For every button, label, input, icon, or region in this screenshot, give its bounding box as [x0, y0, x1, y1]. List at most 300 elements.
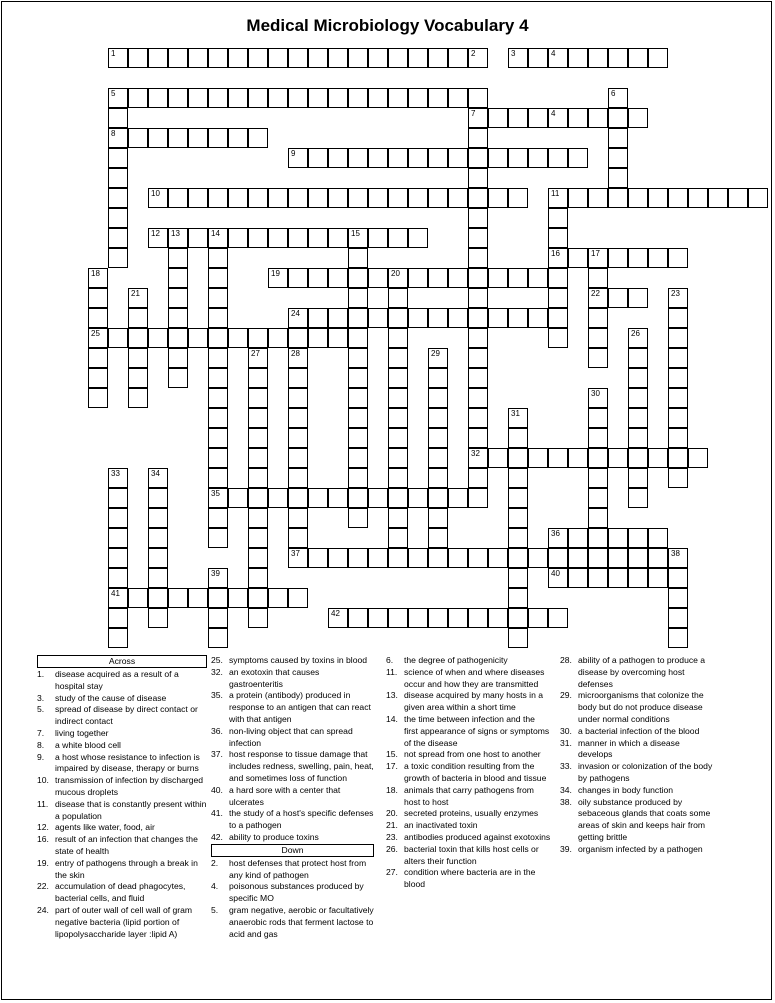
crossword-cell[interactable]: [228, 128, 248, 148]
crossword-cell[interactable]: [428, 448, 448, 468]
crossword-cell[interactable]: [568, 148, 588, 168]
crossword-cell[interactable]: [328, 268, 348, 288]
crossword-cell[interactable]: [288, 588, 308, 608]
crossword-cell[interactable]: [628, 388, 648, 408]
crossword-cell[interactable]: [528, 608, 548, 628]
crossword-cell[interactable]: [208, 308, 228, 328]
crossword-cell[interactable]: [448, 148, 468, 168]
crossword-cell[interactable]: [248, 408, 268, 428]
crossword-cell[interactable]: [208, 508, 228, 528]
crossword-cell[interactable]: [308, 308, 328, 328]
crossword-cell[interactable]: [628, 188, 648, 208]
crossword-cell[interactable]: [508, 268, 528, 288]
crossword-cell[interactable]: [108, 488, 128, 508]
crossword-cell[interactable]: [228, 228, 248, 248]
crossword-cell[interactable]: [388, 288, 408, 308]
crossword-cell[interactable]: [428, 368, 448, 388]
crossword-cell[interactable]: [548, 448, 568, 468]
crossword-cell[interactable]: [588, 348, 608, 368]
crossword-cell[interactable]: [228, 188, 248, 208]
crossword-cell[interactable]: [168, 128, 188, 148]
crossword-cell[interactable]: [688, 448, 708, 468]
crossword-cell[interactable]: [168, 328, 188, 348]
crossword-cell[interactable]: [248, 528, 268, 548]
crossword-cell[interactable]: [268, 328, 288, 348]
crossword-cell[interactable]: [228, 588, 248, 608]
crossword-cell[interactable]: [328, 48, 348, 68]
crossword-cell[interactable]: [348, 428, 368, 448]
crossword-cell[interactable]: [668, 568, 688, 588]
crossword-cell[interactable]: [488, 308, 508, 328]
crossword-cell[interactable]: [388, 408, 408, 428]
crossword-cell[interactable]: [508, 548, 528, 568]
crossword-cell[interactable]: [468, 248, 488, 268]
crossword-cell[interactable]: [448, 48, 468, 68]
crossword-cell[interactable]: [668, 308, 688, 328]
crossword-cell[interactable]: [388, 548, 408, 568]
crossword-cell[interactable]: [88, 288, 108, 308]
crossword-cell[interactable]: [668, 408, 688, 428]
crossword-cell[interactable]: [248, 548, 268, 568]
crossword-cell[interactable]: [508, 108, 528, 128]
crossword-cell[interactable]: [628, 428, 648, 448]
crossword-cell[interactable]: [248, 468, 268, 488]
crossword-cell[interactable]: [588, 328, 608, 348]
crossword-cell[interactable]: [608, 188, 628, 208]
crossword-cell[interactable]: [588, 548, 608, 568]
crossword-cell[interactable]: [448, 308, 468, 328]
crossword-cell[interactable]: [368, 148, 388, 168]
crossword-cell[interactable]: [428, 468, 448, 488]
crossword-cell[interactable]: [588, 408, 608, 428]
crossword-cell[interactable]: [588, 48, 608, 68]
crossword-cell[interactable]: [328, 328, 348, 348]
crossword-cell[interactable]: [328, 308, 348, 328]
crossword-cell[interactable]: [188, 588, 208, 608]
crossword-cell[interactable]: [628, 348, 648, 368]
crossword-cell[interactable]: [368, 548, 388, 568]
crossword-cell[interactable]: [448, 608, 468, 628]
crossword-cell[interactable]: [588, 448, 608, 468]
crossword-cell[interactable]: [428, 188, 448, 208]
crossword-cell[interactable]: [288, 428, 308, 448]
crossword-cell[interactable]: [588, 428, 608, 448]
crossword-cell[interactable]: [648, 188, 668, 208]
crossword-cell[interactable]: [168, 368, 188, 388]
crossword-cell[interactable]: [288, 408, 308, 428]
crossword-cell[interactable]: [428, 508, 448, 528]
crossword-cell[interactable]: [588, 188, 608, 208]
crossword-cell[interactable]: [528, 48, 548, 68]
crossword-cell[interactable]: [248, 508, 268, 528]
crossword-cell[interactable]: [668, 628, 688, 648]
crossword-cell[interactable]: [628, 288, 648, 308]
crossword-cell[interactable]: [348, 348, 368, 368]
crossword-cell[interactable]: [128, 328, 148, 348]
crossword-cell[interactable]: [428, 268, 448, 288]
crossword-cell[interactable]: [128, 308, 148, 328]
crossword-cell[interactable]: [288, 528, 308, 548]
crossword-cell[interactable]: [608, 128, 628, 148]
crossword-cell[interactable]: [468, 608, 488, 628]
crossword-cell[interactable]: [648, 528, 668, 548]
crossword-cell[interactable]: [588, 308, 608, 328]
crossword-cell[interactable]: [248, 368, 268, 388]
crossword-cell[interactable]: [508, 588, 528, 608]
crossword-cell[interactable]: [348, 608, 368, 628]
crossword-cell[interactable]: [468, 408, 488, 428]
crossword-cell[interactable]: [108, 148, 128, 168]
crossword-cell[interactable]: [628, 368, 648, 388]
crossword-cell[interactable]: [168, 268, 188, 288]
crossword-cell[interactable]: [128, 388, 148, 408]
crossword-cell[interactable]: [668, 468, 688, 488]
crossword-cell[interactable]: [528, 108, 548, 128]
crossword-cell[interactable]: [408, 148, 428, 168]
crossword-cell[interactable]: [388, 308, 408, 328]
crossword-cell[interactable]: [468, 388, 488, 408]
crossword-cell[interactable]: [548, 548, 568, 568]
crossword-cell[interactable]: [668, 588, 688, 608]
crossword-cell[interactable]: [468, 308, 488, 328]
crossword-cell[interactable]: [568, 108, 588, 128]
crossword-cell[interactable]: [548, 228, 568, 248]
crossword-cell[interactable]: [468, 288, 488, 308]
crossword-cell[interactable]: [388, 328, 408, 348]
crossword-cell[interactable]: [368, 88, 388, 108]
crossword-cell[interactable]: [168, 48, 188, 68]
crossword-cell[interactable]: [408, 188, 428, 208]
crossword-cell[interactable]: [288, 508, 308, 528]
crossword-cell[interactable]: [608, 528, 628, 548]
crossword-cell[interactable]: [288, 228, 308, 248]
crossword-cell[interactable]: [228, 488, 248, 508]
crossword-cell[interactable]: [728, 188, 748, 208]
crossword-cell[interactable]: [248, 428, 268, 448]
crossword-cell[interactable]: [628, 488, 648, 508]
crossword-cell[interactable]: [468, 188, 488, 208]
crossword-cell[interactable]: [188, 228, 208, 248]
crossword-cell[interactable]: [368, 608, 388, 628]
crossword-cell[interactable]: [528, 448, 548, 468]
crossword-cell[interactable]: [388, 508, 408, 528]
crossword-cell[interactable]: [688, 188, 708, 208]
crossword-cell[interactable]: [308, 148, 328, 168]
crossword-cell[interactable]: [308, 228, 328, 248]
crossword-cell[interactable]: [468, 428, 488, 448]
crossword-cell[interactable]: [668, 608, 688, 628]
crossword-cell[interactable]: [508, 508, 528, 528]
crossword-cell[interactable]: [248, 568, 268, 588]
crossword-cell[interactable]: [428, 608, 448, 628]
crossword-cell[interactable]: [388, 428, 408, 448]
crossword-cell[interactable]: [208, 448, 228, 468]
crossword-cell[interactable]: [188, 128, 208, 148]
crossword-cell[interactable]: [408, 608, 428, 628]
crossword-cell[interactable]: [588, 108, 608, 128]
crossword-cell[interactable]: [148, 328, 168, 348]
crossword-cell[interactable]: [168, 308, 188, 328]
crossword-cell[interactable]: [428, 148, 448, 168]
crossword-cell[interactable]: [548, 268, 568, 288]
crossword-cell[interactable]: [288, 488, 308, 508]
crossword-cell[interactable]: [348, 468, 368, 488]
crossword-cell[interactable]: [528, 148, 548, 168]
crossword-cell[interactable]: [308, 188, 328, 208]
crossword-cell[interactable]: [668, 328, 688, 348]
crossword-cell[interactable]: [288, 368, 308, 388]
crossword-cell[interactable]: [228, 88, 248, 108]
crossword-cell[interactable]: [148, 508, 168, 528]
crossword-cell[interactable]: [348, 448, 368, 468]
crossword-cell[interactable]: [268, 88, 288, 108]
crossword-cell[interactable]: [388, 228, 408, 248]
crossword-cell[interactable]: [228, 328, 248, 348]
crossword-cell[interactable]: [468, 348, 488, 368]
crossword-cell[interactable]: [488, 148, 508, 168]
crossword-cell[interactable]: [248, 488, 268, 508]
crossword-cell[interactable]: [428, 488, 448, 508]
crossword-cell[interactable]: [308, 88, 328, 108]
crossword-cell[interactable]: [428, 528, 448, 548]
crossword-cell[interactable]: [88, 308, 108, 328]
crossword-cell[interactable]: [608, 108, 628, 128]
crossword-cell[interactable]: [468, 548, 488, 568]
crossword-cell[interactable]: [368, 48, 388, 68]
crossword-cell[interactable]: [628, 528, 648, 548]
crossword-cell[interactable]: [648, 448, 668, 468]
crossword-cell[interactable]: [348, 508, 368, 528]
crossword-cell[interactable]: [568, 48, 588, 68]
crossword-cell[interactable]: [468, 128, 488, 148]
crossword-cell[interactable]: [208, 88, 228, 108]
crossword-cell[interactable]: [508, 468, 528, 488]
crossword-cell[interactable]: [408, 88, 428, 108]
crossword-cell[interactable]: [288, 448, 308, 468]
crossword-cell[interactable]: [708, 188, 728, 208]
crossword-cell[interactable]: [268, 228, 288, 248]
crossword-cell[interactable]: [208, 608, 228, 628]
crossword-cell[interactable]: [308, 268, 328, 288]
crossword-cell[interactable]: [568, 568, 588, 588]
crossword-cell[interactable]: [348, 408, 368, 428]
crossword-cell[interactable]: [108, 108, 128, 128]
crossword-cell[interactable]: [108, 328, 128, 348]
crossword-cell[interactable]: [408, 228, 428, 248]
crossword-cell[interactable]: [288, 388, 308, 408]
crossword-cell[interactable]: [148, 488, 168, 508]
crossword-cell[interactable]: [648, 568, 668, 588]
crossword-cell[interactable]: [628, 408, 648, 428]
crossword-cell[interactable]: [508, 428, 528, 448]
crossword-cell[interactable]: [168, 348, 188, 368]
crossword-cell[interactable]: [88, 388, 108, 408]
crossword-cell[interactable]: [348, 248, 368, 268]
crossword-cell[interactable]: [528, 548, 548, 568]
crossword-cell[interactable]: [328, 228, 348, 248]
crossword-cell[interactable]: [148, 588, 168, 608]
crossword-cell[interactable]: [448, 268, 468, 288]
crossword-cell[interactable]: [148, 128, 168, 148]
crossword-cell[interactable]: [148, 48, 168, 68]
crossword-cell[interactable]: [408, 308, 428, 328]
crossword-cell[interactable]: [628, 468, 648, 488]
crossword-cell[interactable]: [608, 168, 628, 188]
crossword-cell[interactable]: [208, 588, 228, 608]
crossword-cell[interactable]: [468, 228, 488, 248]
crossword-cell[interactable]: [448, 188, 468, 208]
crossword-cell[interactable]: [368, 488, 388, 508]
crossword-cell[interactable]: [128, 48, 148, 68]
crossword-cell[interactable]: [328, 488, 348, 508]
crossword-cell[interactable]: [348, 88, 368, 108]
crossword-cell[interactable]: [368, 308, 388, 328]
crossword-cell[interactable]: [108, 248, 128, 268]
crossword-cell[interactable]: [348, 48, 368, 68]
crossword-cell[interactable]: [388, 528, 408, 548]
crossword-cell[interactable]: [348, 488, 368, 508]
crossword-cell[interactable]: [508, 308, 528, 328]
crossword-cell[interactable]: [388, 48, 408, 68]
crossword-cell[interactable]: [448, 548, 468, 568]
crossword-cell[interactable]: [108, 628, 128, 648]
crossword-cell[interactable]: [168, 288, 188, 308]
crossword-cell[interactable]: [468, 488, 488, 508]
crossword-cell[interactable]: [208, 628, 228, 648]
crossword-cell[interactable]: [348, 548, 368, 568]
crossword-cell[interactable]: [428, 548, 448, 568]
crossword-cell[interactable]: [128, 588, 148, 608]
crossword-cell[interactable]: [248, 328, 268, 348]
crossword-cell[interactable]: [588, 568, 608, 588]
crossword-cell[interactable]: [568, 448, 588, 468]
crossword-cell[interactable]: [628, 248, 648, 268]
crossword-cell[interactable]: [568, 528, 588, 548]
crossword-cell[interactable]: [588, 268, 608, 288]
crossword-cell[interactable]: [388, 348, 408, 368]
crossword-cell[interactable]: [368, 188, 388, 208]
crossword-cell[interactable]: [608, 248, 628, 268]
crossword-cell[interactable]: [328, 188, 348, 208]
crossword-cell[interactable]: [468, 268, 488, 288]
crossword-cell[interactable]: [468, 468, 488, 488]
crossword-cell[interactable]: [248, 388, 268, 408]
crossword-cell[interactable]: [148, 548, 168, 568]
crossword-cell[interactable]: [248, 128, 268, 148]
crossword-cell[interactable]: [228, 48, 248, 68]
crossword-cell[interactable]: [148, 568, 168, 588]
crossword-cell[interactable]: [648, 248, 668, 268]
crossword-cell[interactable]: [208, 328, 228, 348]
crossword-cell[interactable]: [188, 188, 208, 208]
crossword-cell[interactable]: [348, 328, 368, 348]
crossword-cell[interactable]: [468, 168, 488, 188]
crossword-cell[interactable]: [748, 188, 768, 208]
crossword-cell[interactable]: [588, 528, 608, 548]
crossword-cell[interactable]: [508, 628, 528, 648]
crossword-cell[interactable]: [508, 568, 528, 588]
crossword-cell[interactable]: [668, 428, 688, 448]
crossword-cell[interactable]: [488, 608, 508, 628]
crossword-cell[interactable]: [208, 248, 228, 268]
crossword-cell[interactable]: [488, 268, 508, 288]
crossword-cell[interactable]: [368, 228, 388, 248]
crossword-cell[interactable]: [668, 188, 688, 208]
crossword-cell[interactable]: [668, 448, 688, 468]
crossword-cell[interactable]: [508, 188, 528, 208]
crossword-cell[interactable]: [468, 88, 488, 108]
crossword-cell[interactable]: [308, 328, 328, 348]
crossword-cell[interactable]: [208, 468, 228, 488]
crossword-cell[interactable]: [128, 368, 148, 388]
crossword-cell[interactable]: [568, 548, 588, 568]
crossword-cell[interactable]: [268, 488, 288, 508]
crossword-cell[interactable]: [108, 528, 128, 548]
crossword-cell[interactable]: [268, 588, 288, 608]
crossword-cell[interactable]: [608, 48, 628, 68]
crossword-cell[interactable]: [668, 348, 688, 368]
crossword-cell[interactable]: [408, 488, 428, 508]
crossword-cell[interactable]: [388, 608, 408, 628]
crossword-cell[interactable]: [148, 608, 168, 628]
crossword-cell[interactable]: [188, 48, 208, 68]
crossword-cell[interactable]: [508, 148, 528, 168]
crossword-cell[interactable]: [488, 448, 508, 468]
crossword-cell[interactable]: [488, 108, 508, 128]
crossword-cell[interactable]: [208, 48, 228, 68]
crossword-cell[interactable]: [608, 548, 628, 568]
crossword-cell[interactable]: [268, 188, 288, 208]
crossword-cell[interactable]: [248, 48, 268, 68]
crossword-cell[interactable]: [208, 128, 228, 148]
crossword-cell[interactable]: [308, 48, 328, 68]
crossword-cell[interactable]: [548, 148, 568, 168]
crossword-cell[interactable]: [588, 488, 608, 508]
crossword-cell[interactable]: [408, 548, 428, 568]
crossword-cell[interactable]: [628, 108, 648, 128]
crossword-cell[interactable]: [208, 188, 228, 208]
crossword-cell[interactable]: [288, 468, 308, 488]
crossword-cell[interactable]: [468, 328, 488, 348]
crossword-cell[interactable]: [128, 348, 148, 368]
crossword-cell[interactable]: [488, 548, 508, 568]
crossword-cell[interactable]: [388, 148, 408, 168]
crossword-cell[interactable]: [668, 248, 688, 268]
crossword-cell[interactable]: [388, 368, 408, 388]
crossword-cell[interactable]: [428, 48, 448, 68]
crossword-cell[interactable]: [548, 308, 568, 328]
crossword-cell[interactable]: [88, 368, 108, 388]
crossword-cell[interactable]: [428, 88, 448, 108]
crossword-cell[interactable]: [148, 88, 168, 108]
crossword-cell[interactable]: [548, 608, 568, 628]
crossword-cell[interactable]: [308, 548, 328, 568]
crossword-cell[interactable]: [128, 88, 148, 108]
crossword-cell[interactable]: [288, 188, 308, 208]
crossword-cell[interactable]: [288, 328, 308, 348]
crossword-cell[interactable]: [248, 228, 268, 248]
crossword-cell[interactable]: [188, 328, 208, 348]
crossword-cell[interactable]: [568, 188, 588, 208]
crossword-cell[interactable]: [608, 288, 628, 308]
crossword-cell[interactable]: [108, 228, 128, 248]
crossword-cell[interactable]: [628, 448, 648, 468]
crossword-cell[interactable]: [548, 208, 568, 228]
crossword-cell[interactable]: [348, 268, 368, 288]
crossword-cell[interactable]: [548, 288, 568, 308]
crossword-cell[interactable]: [248, 588, 268, 608]
crossword-cell[interactable]: [568, 248, 588, 268]
